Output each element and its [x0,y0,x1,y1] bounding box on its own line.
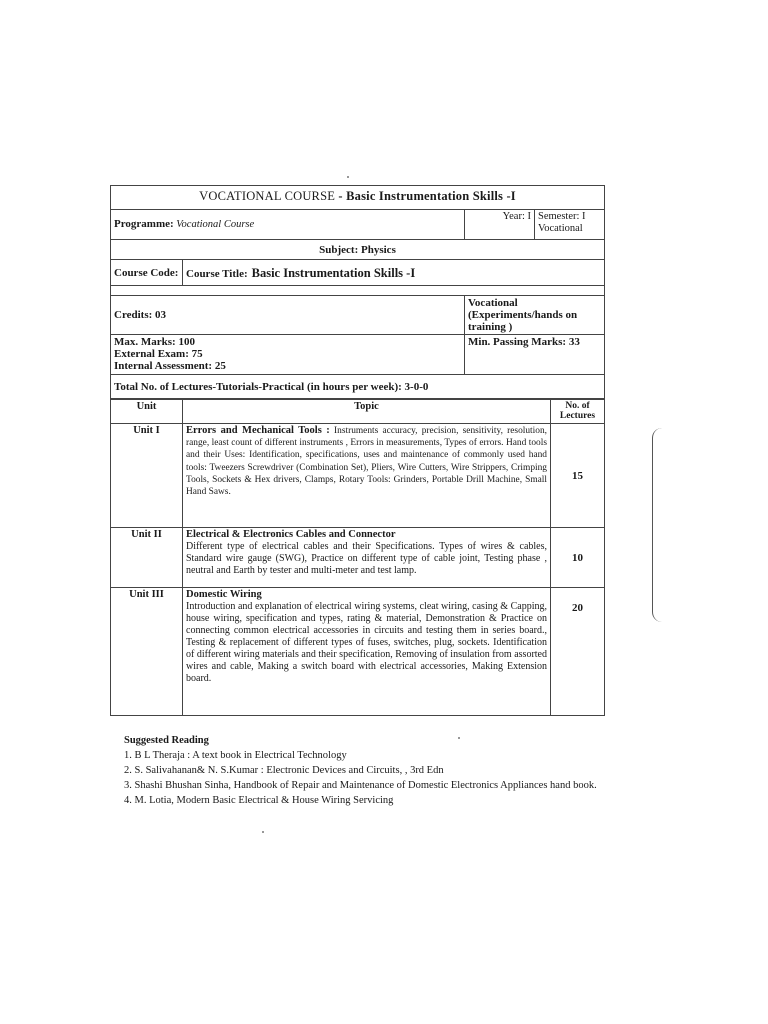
unit-description: Instruments accuracy, precision, sensitivity, resolution, range, least count of different instruments , Errors in measurements, Types of errors. Hand tools and their Uses: Identification, specifications, uses and maintenance of commonly used hand tools: Tweezers Screwdriver (Combination Set), Pliers, Wire Cutters, Wire Strippers, Crimping Tools, Sockets & Hex drivers, Clamps, Rotary Tools: Grinders, Portable Drill Machine, Small Hand Saws. [186,426,547,498]
unit-lectures: 20 [551,588,605,716]
course-title-value: Basic Instrumentation Skills -I [251,265,416,280]
external-exam: External Exam: 75 [114,348,203,360]
vocational-type-cell: Vocational (Experiments/hands on training ) [465,296,605,335]
course-title-label: Course Title: [186,267,248,280]
course-title-cell [183,260,605,286]
unit-label: Unit I [111,424,183,528]
internal-assessment: Internal Assessment: 25 [114,360,226,372]
scan-speck [262,831,264,833]
unit-lectures: 10 [551,528,605,588]
unit-description: Introduction and explanation of electrical wiring systems, cleat wiring, casing & Capping, house wiring, specification and types, rating & material, Demonstration & Practice on connecting common electrical accessories in circuits and testing them in series board., Testing & replacement of different types of fuses, switches, plug, sockets. Identification of different wiring materials and their specification, Removing of insulation from assorted wires and cable, Making a switch board with electrical accessories, Making Extension board. [186,601,547,685]
unit-header: Unit [111,400,183,424]
min-passing-cell: Min. Passing Marks: 33 [465,335,605,375]
unit-title: Electrical & Electronics Cables and Connector [186,529,396,540]
programme-cell [111,210,465,240]
topic-header: Topic [183,400,551,424]
course-code-cell: Course Code: [111,260,183,286]
table-row [111,528,605,588]
syllabus-document [110,185,604,716]
scan-speck [347,176,349,178]
lectures-header: No. of Lectures [551,400,605,424]
scan-speck [458,737,460,739]
year-cell: Year: I [465,210,535,240]
semester-cell: Semester: I Vocational [535,210,605,240]
unit-topic [183,588,551,716]
unit-topic [183,528,551,588]
table-row [111,588,605,716]
reading-item: 3. Shashi Bhushan Sinha, Handbook of Repair and Maintenance of Domestic Electronics Appliances hand book. [124,780,597,791]
unit-title: Errors and Mechanical Tools : [186,425,330,436]
programme-label: Programme: [114,218,174,230]
units-table [110,399,605,716]
reading-item: 2. S. Salivahanan& N. S.Kumar : Electronic Devices and Circuits, , 3rd Edn [124,765,444,776]
unit-topic [183,424,551,528]
credits-cell: Credits: 03 [111,296,465,335]
unit-lectures: 15 [551,424,605,528]
vocational-course-label: VOCATIONAL COURSE [199,189,336,203]
max-marks: Max. Marks: 100 [114,336,195,348]
suggested-reading [124,733,624,808]
syllabus-table [110,185,605,399]
unit-label: Unit III [111,588,183,716]
unit-title: Domestic Wiring [186,589,262,600]
spacer-row [111,286,605,296]
course-header [111,186,605,210]
margin-bracket [652,428,669,622]
unit-description: Different type of electrical cables and their Specifications. Types of wires & cables, Standard wire gauge (SWG), Practice on different type of cable joint, Testing phase , neutral and Earth by tester and multi-meter and test lamp. [186,541,547,577]
subject-cell: Subject: Physics [111,240,605,260]
reading-item: 1. B L Theraja : A text book in Electrical Technology [124,750,347,761]
reading-item: 4. M. Lotia, Modern Basic Electrical & House Wiring Servicing [124,795,394,806]
table-row [111,424,605,528]
total-lectures-cell: Total No. of Lectures-Tutorials-Practical (in hours per week): 3-0-0 [111,375,605,399]
suggested-reading-heading: Suggested Reading [124,735,209,746]
course-name: - Basic Instrumentation Skills -I [335,189,516,203]
programme-value: Vocational Course [176,219,255,230]
unit-label: Unit II [111,528,183,588]
marks-cell [111,335,465,375]
